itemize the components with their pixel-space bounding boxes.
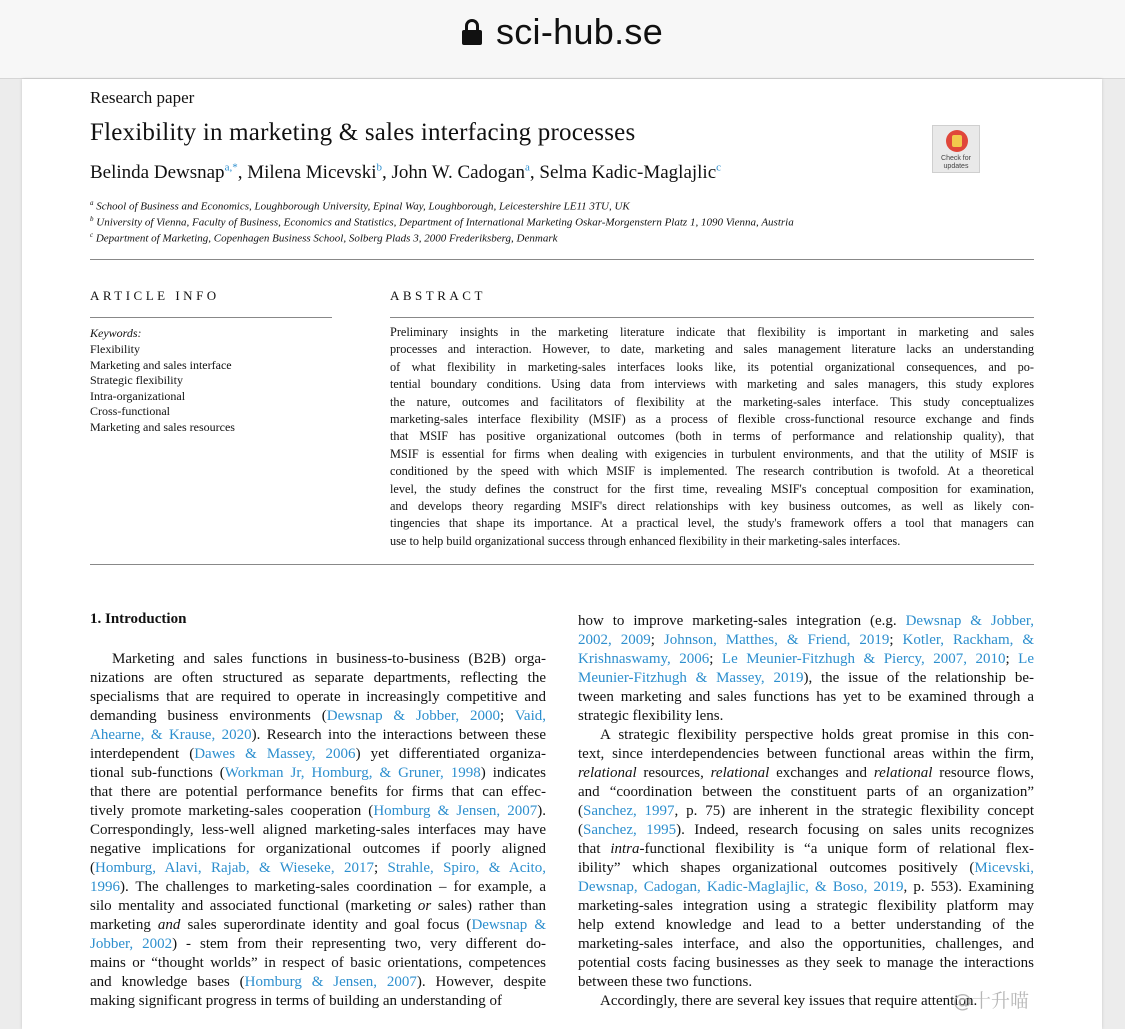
emphasis-text: relational	[710, 765, 770, 781]
affiliation-mark: c	[90, 231, 94, 239]
author-affiliation-link[interactable]: a	[525, 161, 530, 174]
abstract-line: conditioned by the speed with which MSIF is implemented. The research contribution is twofold. At a theoretical	[390, 464, 1034, 479]
body-line	[578, 897, 1034, 916]
citation-link[interactable]: Vaid,	[514, 708, 546, 724]
citation-link[interactable]: Dewsnap, Cadogan, Kadic-Maglajlic, & Boso, 2019	[578, 879, 904, 895]
author-affiliation-link[interactable]: a,*	[224, 161, 238, 174]
body-text: ). Research into the interactions between these	[251, 727, 546, 743]
citation-link[interactable]: Jobber, 2002	[90, 936, 173, 952]
citation-link[interactable]: Homburg, Alavi, Rajab, & Wieseke, 2017	[95, 860, 374, 876]
citation-link[interactable]: Sanchez, 1995	[583, 822, 677, 838]
keyword-item: Cross-functional	[90, 404, 170, 418]
body-line	[578, 802, 1034, 821]
body-text: -functional flexibility is “a unique form of relational flex-	[639, 841, 1034, 857]
keywords-title: Keywords:	[90, 326, 142, 340]
keyword-item: Strategic flexibility	[90, 373, 183, 387]
lock-icon	[462, 19, 482, 45]
body-text: marketing-sales interface, and also the opportunities, challenges, and	[578, 936, 1034, 952]
keyword-item: Intra-organizational	[90, 388, 186, 403]
body-text: marketing-sales integration using a strategic flexibility platform may	[578, 898, 1034, 914]
affiliation-c	[90, 231, 557, 245]
body-text: A strategic flexibility perspective holds great promise in this con-	[600, 727, 1034, 743]
body-text: exchanges and	[769, 765, 874, 781]
body-text: ;	[889, 632, 903, 648]
author-affiliation-link[interactable]: c	[716, 161, 722, 174]
body-line	[578, 954, 1034, 973]
author-name: Belinda Dewsnap	[90, 162, 225, 183]
body-text: and knowledge bases (	[90, 974, 245, 990]
divider	[90, 317, 332, 318]
body-text: between these two functions.	[578, 974, 753, 990]
body-line	[578, 669, 1034, 688]
body-text: Marketing and sales functions in business-to-business (B2B) orga-	[112, 651, 546, 667]
emphasis-text: or	[417, 898, 432, 914]
author-name: Selma Kadic-Maglajlic	[539, 162, 717, 183]
body-text: Correspondingly, less-well aligned marketing-sales interfaces may have	[90, 822, 546, 838]
body-line	[578, 764, 1034, 783]
citation-link[interactable]: Le Meunier-Fitzhugh & Piercy, 2007, 2010	[721, 651, 1006, 667]
abstract-line: and develops theory regarding MSIF's direct relationships with key business outcomes, as well as likely con-	[390, 499, 1034, 514]
body-line	[90, 650, 546, 669]
body-text: help extend knowledge and lead to a better understanding of the	[578, 917, 1034, 933]
body-line	[578, 707, 1034, 726]
citation-link[interactable]: Meunier-Fitzhugh & Massey, 2019	[578, 670, 804, 686]
body-line	[90, 783, 546, 802]
body-text: mains or “thought worlds” in respect of basic orientations, competences	[90, 955, 546, 971]
body-line	[90, 726, 546, 745]
abstract-line: processes and interaction. However, to date, marketing and sales management literature lacks an understanding	[390, 342, 1034, 357]
abstract-line: level, the study defines the construct for the first time, revealing MSIF's conceptual composition for examination,	[390, 481, 1034, 496]
body-text: tively promote marketing-sales cooperation (	[90, 803, 374, 819]
citation-link[interactable]: Homburg & Jensen, 2007	[373, 803, 538, 819]
abstract-body	[390, 324, 1034, 550]
citation-link[interactable]: Workman Jr, Homburg, & Gruner, 1998	[224, 765, 481, 781]
abstract-heading: ABSTRACT	[390, 288, 486, 303]
citation-link[interactable]: Sanchez, 1997	[583, 803, 675, 819]
citation-link[interactable]: Micevski,	[974, 860, 1034, 876]
body-line	[90, 764, 546, 783]
body-text: ). The challenges to marketing-sales coordination – for example, a	[120, 879, 546, 895]
abstract-line: the nature, outcomes and facilitators of flexibility at the marketing-sales interface. This study conceptualizes	[390, 394, 1034, 409]
body-line	[578, 745, 1034, 764]
body-text: sales superordinate identity and goal focus (	[180, 917, 472, 933]
body-text: ), the issue of the relationship be-	[803, 670, 1034, 686]
body-text: how to improve marketing-sales integration (e.g.	[578, 613, 906, 629]
body-line	[90, 973, 546, 992]
abstract-line: marketing-sales interface flexibility (MSIF) as a process of flexible cross-functional resource exchange and finds	[390, 412, 1034, 427]
body-text: ) yet differentiated organiza-	[355, 746, 547, 762]
body-line	[90, 935, 546, 954]
citation-link[interactable]: Johnson, Matthes, & Friend, 2019	[663, 632, 890, 648]
body-line	[90, 992, 546, 1011]
body-text: nizations are often structured as separate departments, reflecting the	[90, 670, 546, 686]
citation-link[interactable]: Krishnaswamy, 2006	[578, 651, 710, 667]
body-text: tween marketing and sales functions has yet to be examined through a	[578, 689, 1034, 705]
citation-link[interactable]: Le	[1018, 651, 1034, 667]
abstract-line: Preliminary insights in the marketing literature indicate that flexibility is important in marketing and sales	[390, 325, 1034, 339]
emphasis-text: and	[157, 917, 181, 933]
citation-link[interactable]: Strahle, Spiro, & Acito,	[387, 860, 546, 876]
crossmark-icon	[946, 130, 968, 152]
abstract-line: tential boundary conditions. Using data from interviews with marketing and sales managers, this study explores	[390, 377, 1034, 392]
body-column-left	[90, 650, 546, 1011]
divider	[90, 564, 1034, 565]
body-line	[90, 916, 546, 935]
body-text: , p. 553). Examining	[903, 879, 1034, 895]
body-text: ;	[650, 632, 664, 648]
body-text: ). Indeed, research focusing on sales units recognizes	[676, 822, 1034, 838]
author-affiliation-link[interactable]: b	[376, 161, 382, 174]
body-text: demanding business environments (	[90, 708, 327, 724]
abstract-line: that MSIF has positive organizational outcomes (both in terms of performance and relationship quality), that	[390, 429, 1034, 444]
body-line	[90, 745, 546, 764]
body-text: Accordingly, there are several key issues that require attention.	[600, 993, 978, 1009]
body-text: silo mentality and associated functional (marketing	[90, 898, 418, 914]
abstract-line: of what flexibility in marketing-sales interfaces looks like, its potential organizational consequences, and po-	[390, 359, 1034, 374]
affiliation-mark: a	[90, 199, 94, 207]
body-text: ) - stem from their representing two, very different do-	[172, 936, 546, 952]
citation-link[interactable]: Kotler, Rackham, &	[902, 632, 1035, 648]
keyword-item: Marketing and sales interface	[90, 357, 232, 372]
body-line	[578, 783, 1034, 802]
body-line	[578, 840, 1034, 859]
body-text: ;	[373, 860, 388, 876]
body-text: ).	[537, 803, 546, 819]
body-line	[578, 612, 1034, 631]
body-line	[90, 707, 546, 726]
body-line	[578, 650, 1034, 669]
body-line	[90, 897, 546, 916]
body-text: making significant progress in terms of building an understanding of	[90, 993, 503, 1009]
body-text: ibility” which shapes organizational outcomes positively (	[578, 860, 975, 876]
affiliation-a	[90, 199, 630, 213]
body-line	[90, 878, 546, 897]
section-heading-introduction: 1. Introduction	[90, 611, 187, 627]
affiliation-text: Department of Marketing, Copenhagen Business School, Solberg Plads 3, 2000 Frederiksberg, Denmark	[93, 232, 558, 245]
body-text: ). However, despite	[416, 974, 547, 990]
abstract-line: tingencies that shape its importance. At a practical level, the study's framework offers a tool that managers can	[390, 516, 1034, 531]
body-text: tional sub-functions (	[90, 765, 225, 781]
body-line	[578, 821, 1034, 840]
body-line	[90, 954, 546, 973]
body-line	[578, 878, 1034, 897]
body-text: interdependent (	[90, 746, 195, 762]
author-name: John W. Cadogan	[391, 162, 526, 183]
body-text: (	[578, 803, 583, 819]
body-text: ;	[1005, 651, 1019, 667]
affiliation-text: School of Business and Economics, Loughborough University, Epinal Way, Loughborough, Leicestershire LE11 3TU, UK	[93, 200, 630, 213]
body-text: (	[90, 860, 95, 876]
check-for-updates-button[interactable]	[932, 125, 980, 173]
body-line	[90, 688, 546, 707]
body-line	[578, 916, 1034, 935]
body-text: that	[578, 841, 611, 857]
affiliation-text: University of Vienna, Faculty of Business, Economics and Statistics, Department of International Marketing Oskar-Morgenstern Platz 1, 1090 Vienna, Austria	[93, 216, 794, 229]
body-line	[578, 631, 1034, 650]
abstract-line: MSIF is essential for firms when dealing with exigencies in turbulent environments, and that the utility of MSIF is	[390, 446, 1034, 461]
body-text: resource flows,	[932, 765, 1034, 781]
body-text: , p. 75) are inherent in the strategic flexibility concept	[674, 803, 1034, 819]
body-line	[90, 840, 546, 859]
check-for-updates-label: Check for updates	[941, 155, 971, 170]
body-text: negative implications for organizational outcomes if poorly aligned	[90, 841, 546, 857]
paper-title: Flexibility in marketing & sales interfacing processes	[90, 119, 636, 146]
body-line	[90, 859, 546, 878]
citation-link[interactable]: Homburg & Jensen, 2007	[244, 974, 417, 990]
weibo-watermark: @十升喵	[953, 990, 1030, 1012]
citation-link[interactable]: Dawes & Massey, 2006	[194, 746, 356, 762]
body-text: ;	[499, 708, 515, 724]
keyword-item: Flexibility	[90, 342, 141, 356]
emphasis-text: intra	[610, 841, 640, 857]
pdf-page	[22, 79, 1102, 1029]
body-line	[578, 688, 1034, 707]
body-text: ) indicates	[480, 765, 547, 781]
url-text[interactable]: sci-hub.se	[495, 11, 664, 52]
divider	[390, 317, 1034, 318]
citation-link[interactable]: Dewsnap &	[471, 917, 546, 933]
affiliation-b	[90, 215, 794, 229]
body-line	[578, 726, 1034, 745]
author-name: Milena Micevski	[247, 162, 377, 183]
body-text: and “coordination between the constituent parts of an organization”	[578, 784, 1034, 800]
citation-link[interactable]: Dewsnap & Jobber,	[905, 613, 1035, 629]
body-text: specialisms that are required to operate in increasingly competitive and	[90, 689, 546, 705]
emphasis-text: relational	[578, 765, 637, 781]
divider	[90, 259, 1034, 260]
body-text: strategic flexibility lens.	[578, 708, 724, 724]
citation-link[interactable]: 1996	[90, 879, 120, 895]
body-text: text, since interdependencies between functional areas within the firm,	[578, 746, 1034, 762]
body-line	[578, 859, 1034, 878]
citation-link[interactable]: Ahearne, & Krause, 2020	[90, 727, 252, 743]
emphasis-text: relational	[873, 765, 933, 781]
citation-link[interactable]: Dewsnap & Jobber, 2000	[326, 708, 500, 724]
browser-address-bar[interactable]	[0, 0, 1125, 79]
abstract-line: use to help build organizational success through enhanced flexibility in their marketing-sales interfaces.	[390, 533, 901, 548]
citation-link[interactable]: 2002, 2009	[578, 632, 651, 648]
body-text: marketing	[90, 917, 158, 933]
body-line	[578, 935, 1034, 954]
body-text: potential costs facing businesses as they seek to manage the interactions	[578, 955, 1034, 971]
body-text: that there are potential performance benefits for firms that can effec-	[90, 784, 546, 800]
body-column-right	[578, 612, 1034, 1011]
body-line	[90, 821, 546, 840]
article-type-label: Research paper	[90, 88, 195, 107]
article-info-heading: ARTICLE INFO	[90, 288, 220, 303]
affiliation-mark: b	[90, 215, 94, 223]
keyword-item: Marketing and sales resources	[90, 419, 235, 434]
body-text: resources,	[636, 765, 711, 781]
body-line	[90, 669, 546, 688]
author-list: Belinda Dewsnap$^{a,*}$, Milena Micevski$^b$, John W. Cadogan$^a$, Selma Kadic-Maglajlic$^c$	[90, 161, 722, 183]
body-text: sales) rather than	[431, 898, 547, 914]
body-text: ;	[709, 651, 722, 667]
body-text: (	[578, 822, 583, 838]
body-line	[90, 802, 546, 821]
